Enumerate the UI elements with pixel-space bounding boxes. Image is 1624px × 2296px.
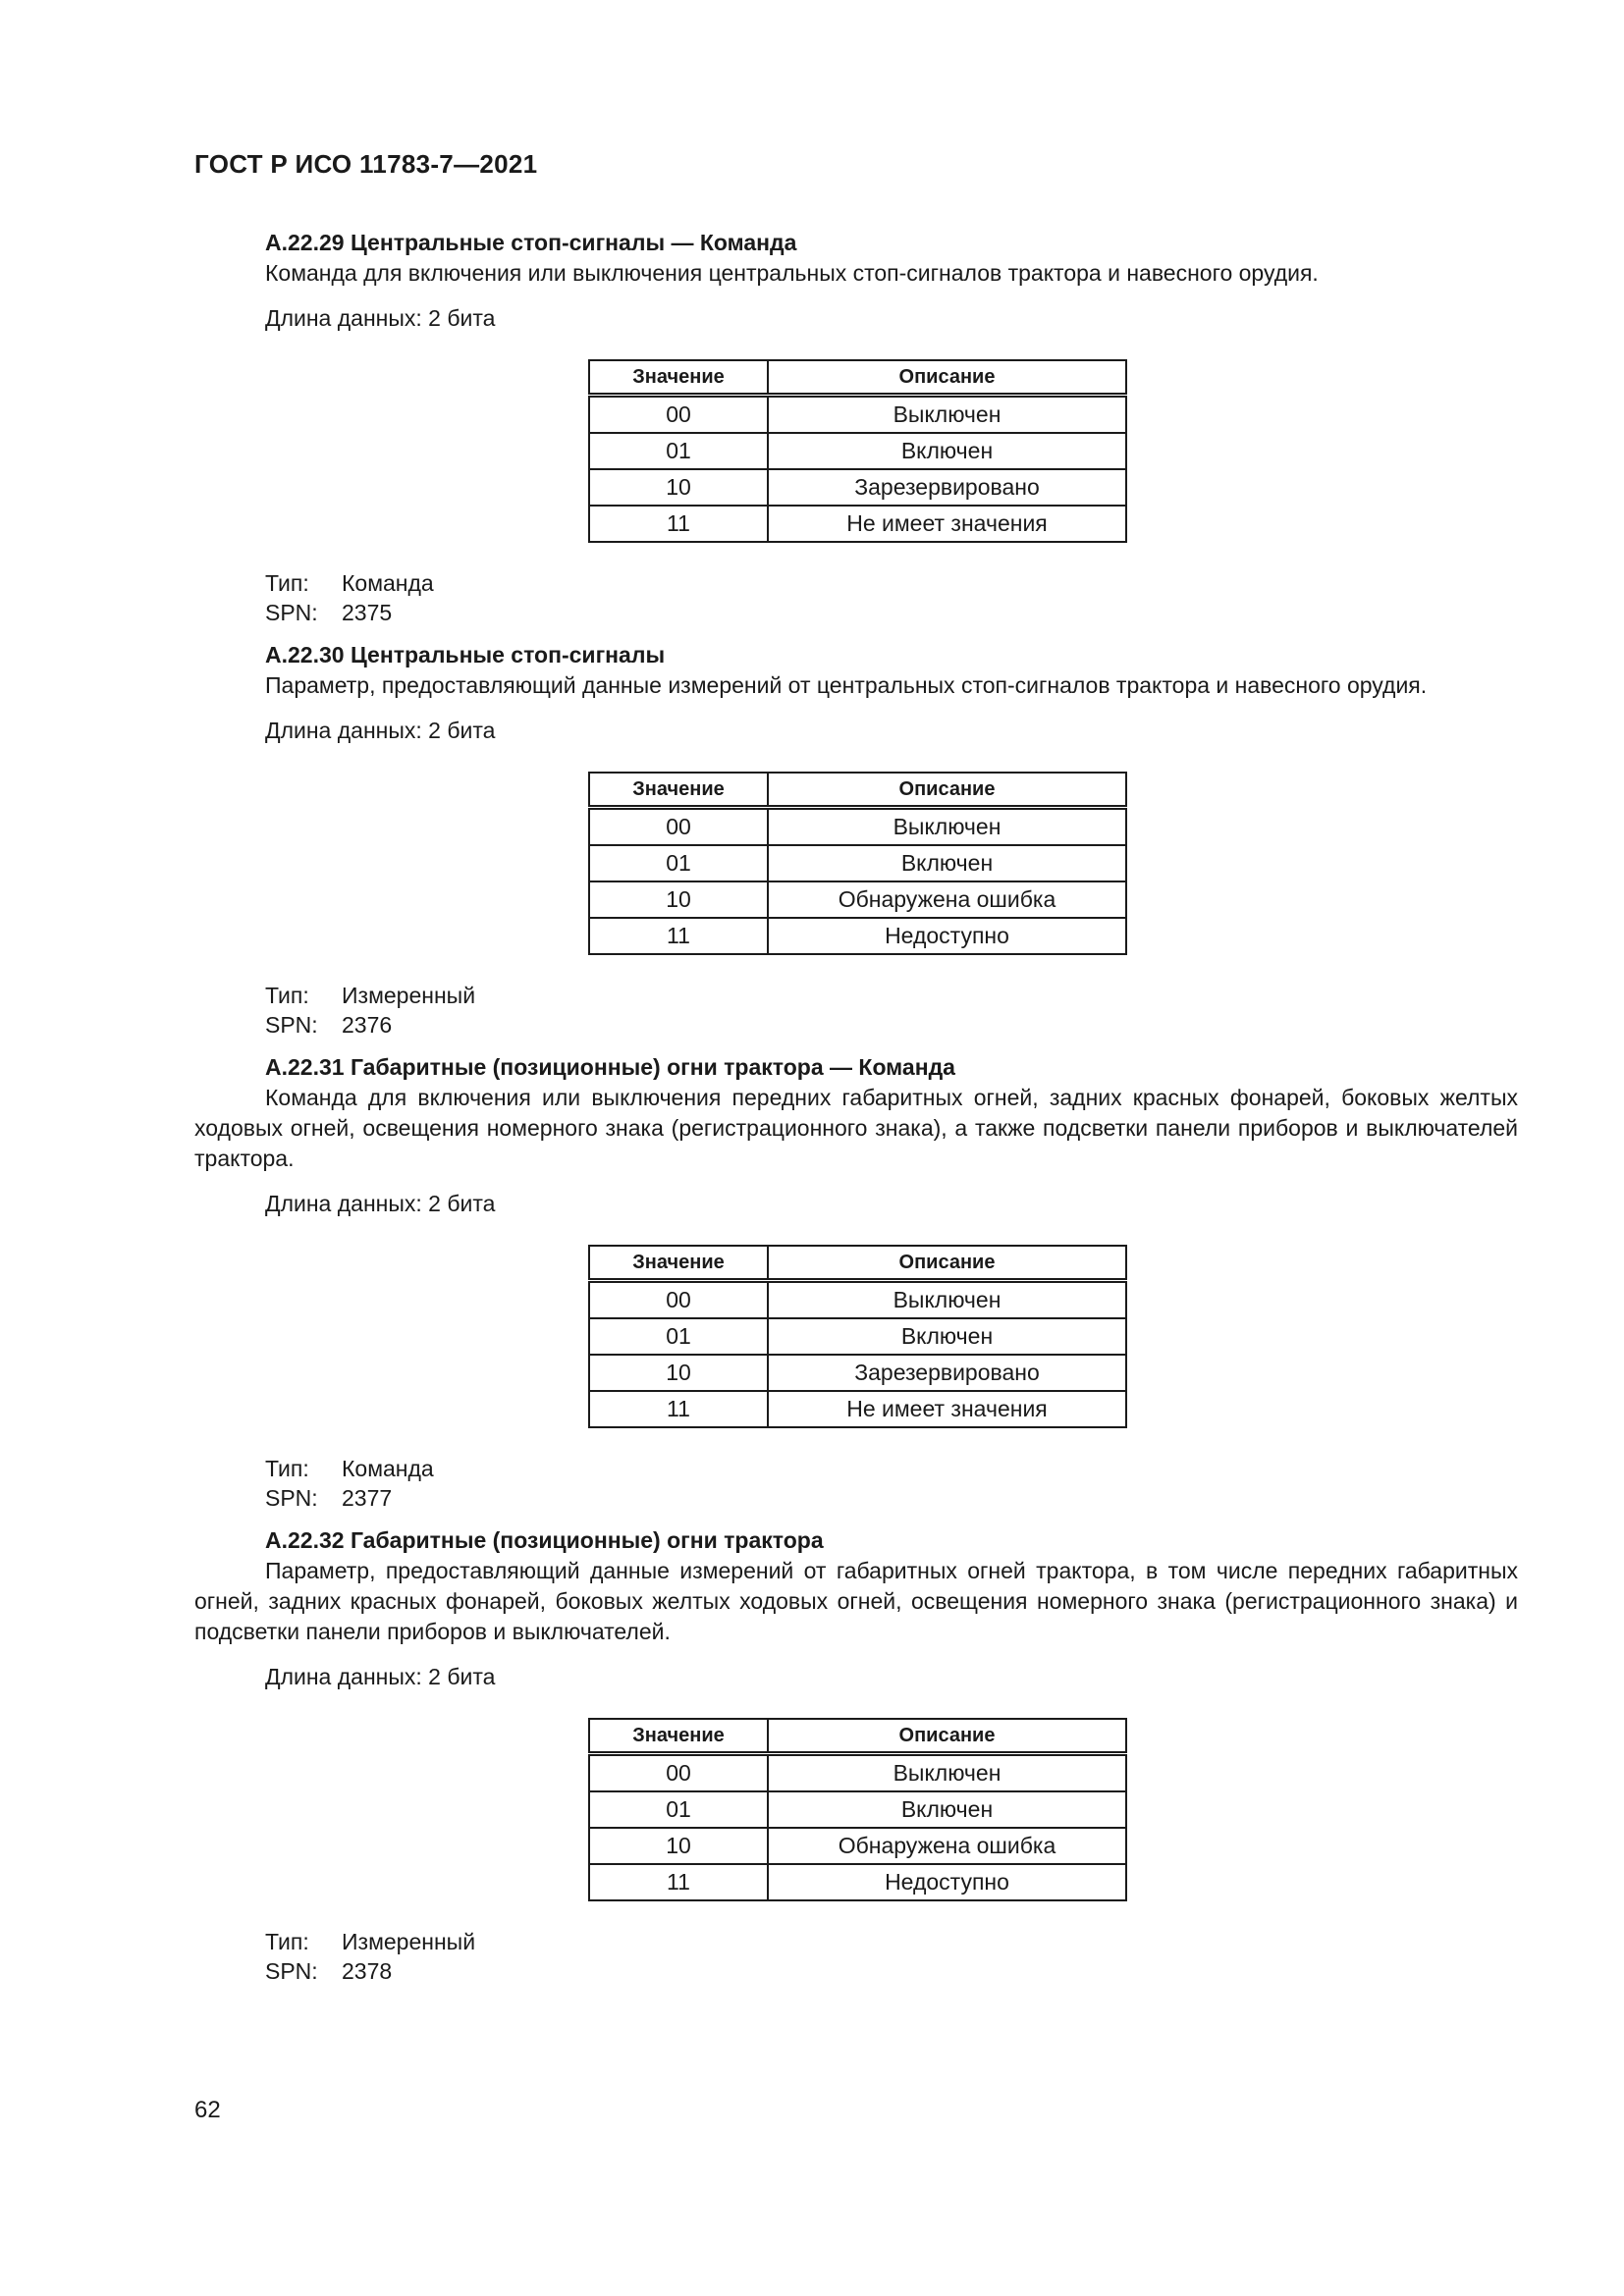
- spn-label: SPN:: [265, 1012, 318, 1038]
- type-line: [265, 568, 1518, 598]
- values-table: [588, 359, 1127, 543]
- document-header: ГОСТ Р ИСО 11783-7—2021: [194, 149, 538, 179]
- cell-description: Недоступно: [768, 918, 1126, 954]
- table-row: [589, 1754, 1126, 1792]
- data-length: Длина данных: 2 бита: [265, 1664, 496, 1689]
- section-a22-30: [194, 639, 1518, 1051]
- table-row: [589, 808, 1126, 846]
- column-header-value: Значение: [589, 360, 768, 396]
- table-row: [589, 433, 1126, 469]
- data-length: Длина данных: 2 бита: [265, 305, 496, 331]
- cell-description: Выключен: [768, 396, 1126, 434]
- type-label: Тип:: [265, 570, 309, 596]
- data-length: Длина данных: 2 бита: [265, 718, 496, 743]
- table-row: [589, 1391, 1126, 1427]
- cell-description: Не имеет значения: [768, 506, 1126, 542]
- spn-label: SPN:: [265, 600, 318, 625]
- spn-label: SPN:: [265, 1958, 318, 1984]
- cell-value: 00: [589, 808, 768, 846]
- values-table: [588, 1245, 1127, 1428]
- section-description: Параметр, предоставляющий данные измерений от центральных стоп-сигналов трактора и навесного орудия.: [265, 672, 1428, 698]
- table-header-row: [589, 1246, 1126, 1281]
- cell-description: Зарезервировано: [768, 1355, 1126, 1391]
- table-row: [589, 881, 1126, 918]
- table-row: [589, 506, 1126, 542]
- type-value: Команда: [342, 570, 434, 596]
- type-value: Измеренный: [342, 1929, 476, 1954]
- section-meta: [265, 568, 1518, 627]
- cell-value: 11: [589, 506, 768, 542]
- page-content: [194, 227, 1518, 1986]
- cell-value: 01: [589, 845, 768, 881]
- type-label: Тип:: [265, 983, 309, 1008]
- cell-value: 10: [589, 1355, 768, 1391]
- table-row: [589, 1864, 1126, 1900]
- section-a22-32: [194, 1524, 1518, 1986]
- cell-value: 01: [589, 1318, 768, 1355]
- values-table: [588, 772, 1127, 955]
- cell-description: Обнаружена ошибка: [768, 881, 1126, 918]
- cell-value: 00: [589, 396, 768, 434]
- cell-description: Включен: [768, 1318, 1126, 1355]
- spn-line: [265, 1956, 1518, 1986]
- cell-description: Включен: [768, 1791, 1126, 1828]
- table-header-row: [589, 360, 1126, 396]
- column-header-description: Описание: [768, 360, 1126, 396]
- section-description: Параметр, предоставляющий данные измерений от габаритных огней трактора, в том числе передних габаритных огней, задних красных фонарей, боковых желтых ходовых огней, освещения номерного знака (регистрационного знака) и подсветки панели приборов и выключателей.: [194, 1558, 1518, 1644]
- spn-line: [265, 1010, 1518, 1040]
- cell-description: Включен: [768, 845, 1126, 881]
- section-title: А.22.30 Центральные стоп-сигналы: [265, 642, 666, 667]
- cell-value: 01: [589, 1791, 768, 1828]
- type-value: Измеренный: [342, 983, 476, 1008]
- section-meta: [265, 1927, 1518, 1986]
- column-header-description: Описание: [768, 1719, 1126, 1754]
- table-row: [589, 1355, 1126, 1391]
- type-label: Тип:: [265, 1456, 309, 1481]
- table-row: [589, 1318, 1126, 1355]
- section-meta: [265, 981, 1518, 1040]
- table-row: [589, 1791, 1126, 1828]
- data-length: Длина данных: 2 бита: [265, 1191, 496, 1216]
- column-header-value: Значение: [589, 1246, 768, 1281]
- table-row: [589, 918, 1126, 954]
- column-header-description: Описание: [768, 773, 1126, 808]
- section-a22-29: [194, 227, 1518, 639]
- cell-description: Выключен: [768, 808, 1126, 846]
- column-header-value: Значение: [589, 1719, 768, 1754]
- section-description: Команда для включения или выключения центральных стоп-сигналов трактора и навесного орудия.: [265, 260, 1319, 286]
- section-meta: [265, 1454, 1518, 1513]
- cell-value: 10: [589, 881, 768, 918]
- spn-value: 2376: [342, 1012, 393, 1038]
- spn-label: SPN:: [265, 1485, 318, 1511]
- cell-value: 11: [589, 918, 768, 954]
- spn-value: 2375: [342, 600, 393, 625]
- type-line: [265, 981, 1518, 1010]
- cell-description: Выключен: [768, 1281, 1126, 1319]
- cell-value: 10: [589, 469, 768, 506]
- column-header-value: Значение: [589, 773, 768, 808]
- spn-value: 2377: [342, 1485, 393, 1511]
- table-row: [589, 1281, 1126, 1319]
- table-row: [589, 469, 1126, 506]
- page-number: 62: [194, 2097, 221, 2123]
- spn-value: 2378: [342, 1958, 393, 1984]
- values-table: [588, 1718, 1127, 1901]
- section-title: А.22.31 Габаритные (позиционные) огни трактора — Команда: [265, 1054, 955, 1080]
- column-header-description: Описание: [768, 1246, 1126, 1281]
- cell-description: Обнаружена ошибка: [768, 1828, 1126, 1864]
- spn-line: [265, 598, 1518, 627]
- cell-value: 10: [589, 1828, 768, 1864]
- table-row: [589, 845, 1126, 881]
- cell-description: Выключен: [768, 1754, 1126, 1792]
- cell-value: 00: [589, 1281, 768, 1319]
- section-title: А.22.32 Габаритные (позиционные) огни трактора: [265, 1527, 824, 1553]
- cell-description: Недоступно: [768, 1864, 1126, 1900]
- cell-value: 11: [589, 1864, 768, 1900]
- section-title: А.22.29 Центральные стоп-сигналы — Команда: [265, 230, 797, 255]
- table-header-row: [589, 773, 1126, 808]
- table-row: [589, 396, 1126, 434]
- table-row: [589, 1828, 1126, 1864]
- cell-value: 11: [589, 1391, 768, 1427]
- section-a22-31: [194, 1051, 1518, 1524]
- cell-value: 01: [589, 433, 768, 469]
- section-description: Команда для включения или выключения передних габаритных огней, задних красных фонарей, боковых желтых ходовых огней, освещения номерного знака (регистрационного знака), а также подсветки панели приборов и выключателей трактора.: [194, 1085, 1518, 1171]
- type-value: Команда: [342, 1456, 434, 1481]
- cell-value: 00: [589, 1754, 768, 1792]
- spn-line: [265, 1483, 1518, 1513]
- type-line: [265, 1927, 1518, 1956]
- cell-description: Не имеет значения: [768, 1391, 1126, 1427]
- cell-description: Зарезервировано: [768, 469, 1126, 506]
- table-header-row: [589, 1719, 1126, 1754]
- cell-description: Включен: [768, 433, 1126, 469]
- type-label: Тип:: [265, 1929, 309, 1954]
- type-line: [265, 1454, 1518, 1483]
